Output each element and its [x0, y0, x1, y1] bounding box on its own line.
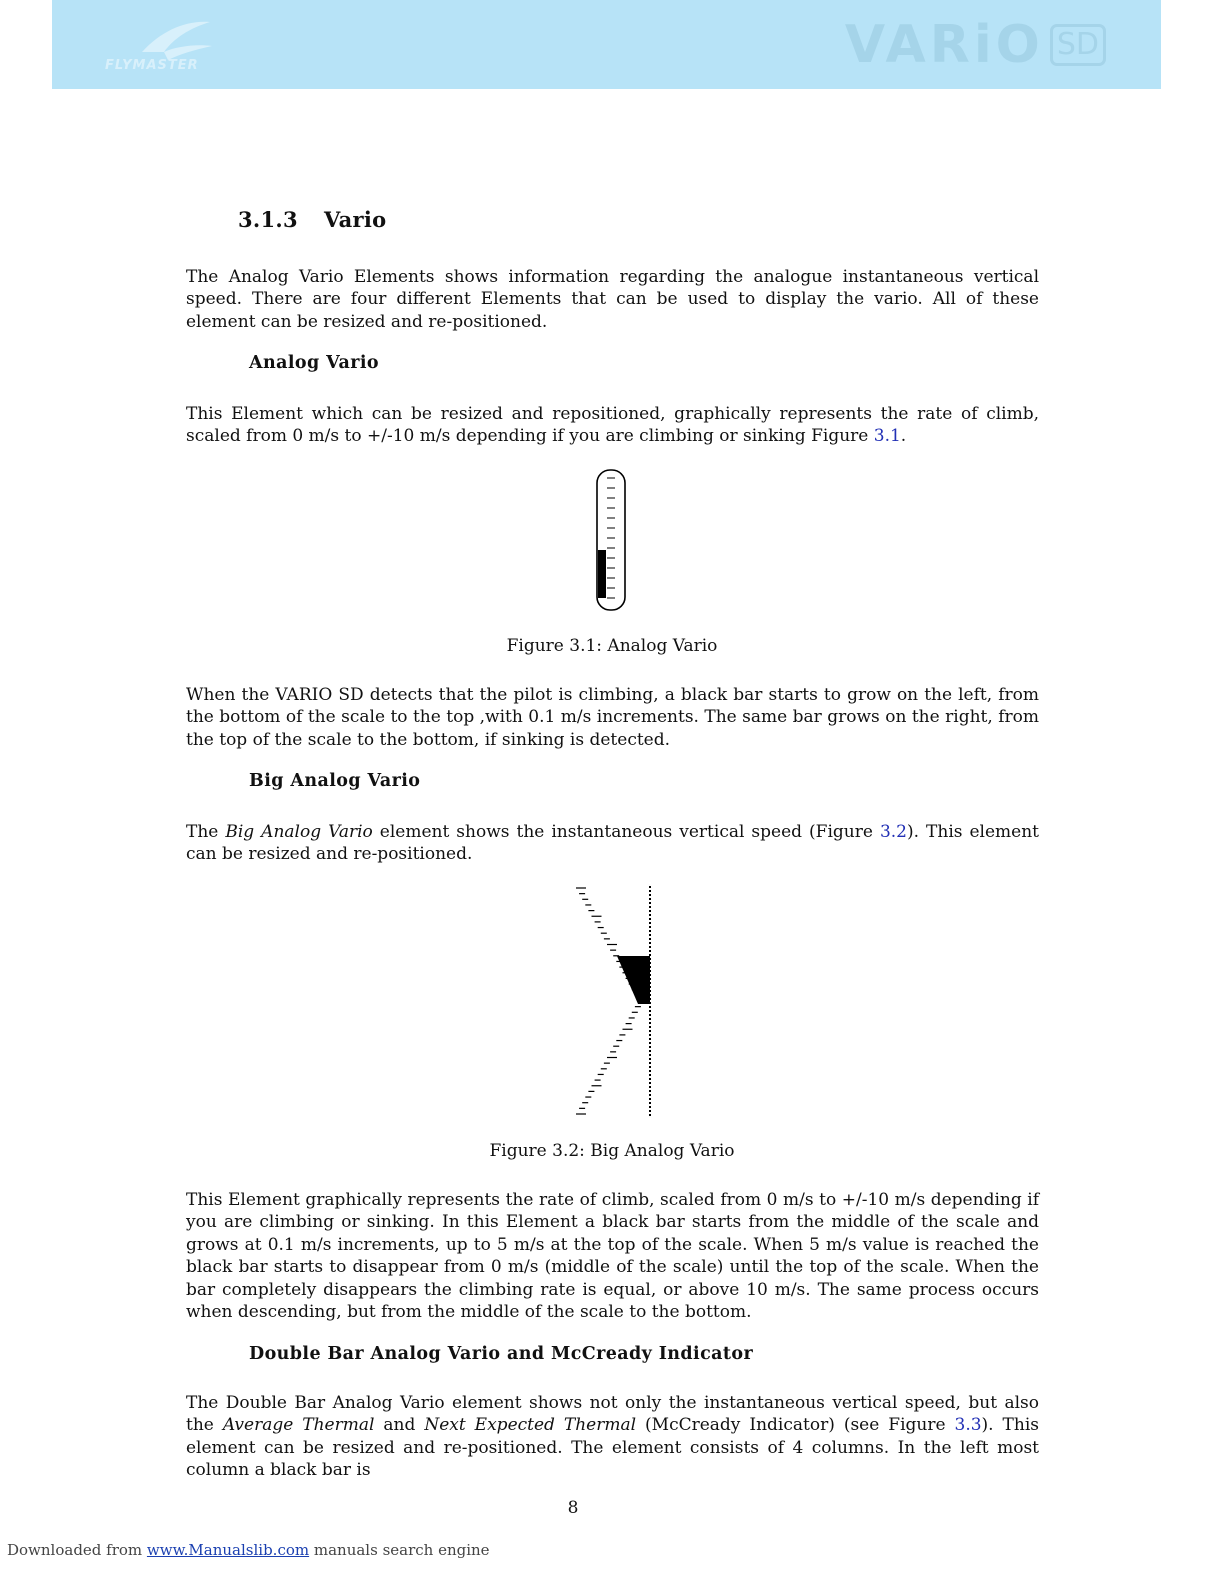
- big-vario-center-dot: [649, 926, 651, 928]
- big-vario-center-dot: [649, 1034, 651, 1036]
- big-vario-center-dot: [649, 898, 651, 900]
- big-vario-center-dot: [649, 1018, 651, 1020]
- big-vario-center-dot: [649, 1090, 651, 1092]
- analog-vario-climb-bar: [598, 550, 606, 598]
- big-vario-center-dot: [649, 938, 651, 940]
- footer: [7, 1541, 490, 1559]
- big-vario-center-dot: [649, 1114, 651, 1116]
- big-vario-center-dot: [649, 946, 651, 948]
- big-vario-center-dot: [649, 1030, 651, 1032]
- big-vario-center-dot: [649, 1058, 651, 1060]
- big-vario-center-dot: [649, 1074, 651, 1076]
- big-vario-center-dot: [649, 1102, 651, 1104]
- big-analog-vario-figure: [568, 884, 658, 1120]
- big-analog-vario-description: This Element graphically represents the rate of climb, scaled from 0 m/s to +/-10 m/s depending if you are climbing or sinking. In this Element a black bar starts from the middle of the scale and grows at 0.1 m/s increments, up to 5 m/s at the top of the scale. When 5 m/s value is reached the black bar starts to disappear from 0 m/s (middle of the scale) until the top of the scale. When the bar completely disappears the climbing rate is equal, or above 10 m/s. The same process occurs when descending, but from the middle of the scale to the bottom.: [186, 1190, 1039, 1323]
- big-vario-text-c: ). This element can be resized and re-positioned.: [186, 822, 1040, 865]
- analog-vario-text-end: .: [900, 426, 907, 447]
- big-vario-center-dot: [649, 1094, 651, 1096]
- figure-3-1-link[interactable]: 3.1: [873, 426, 901, 447]
- figure-3-2-caption: Figure 3.2: Big Analog Vario: [489, 1141, 735, 1161]
- figure-3-2-link[interactable]: 3.2: [879, 822, 907, 842]
- big-vario-center-dot: [649, 914, 651, 916]
- analog-vario-heading: Analog Vario: [249, 353, 379, 373]
- big-vario-center-dot: [649, 1086, 651, 1088]
- big-analog-vario-paragraph: [186, 821, 1039, 866]
- big-vario-text-b: element shows the instantaneous vertical speed (Figure: [372, 822, 880, 842]
- big-vario-center-dot: [649, 886, 651, 888]
- big-vario-center-dot: [649, 1054, 651, 1056]
- product-name: VARiO: [844, 15, 1044, 75]
- big-vario-center-dot: [649, 894, 651, 896]
- big-vario-text-a: The: [186, 822, 226, 842]
- big-vario-center-dot: [649, 1098, 651, 1100]
- analog-vario-paragraph: [186, 403, 1039, 448]
- big-vario-center-dot: [649, 1082, 651, 1084]
- product-suffix: SD: [1050, 24, 1106, 66]
- big-vario-center-dot: [649, 1106, 651, 1108]
- big-vario-center-dot: [649, 1014, 651, 1016]
- double-bar-text-a: The Double Bar Analog Vario element shows not only the instantaneous vertical speed, but also the: [186, 1393, 1039, 1436]
- big-vario-emphasis: Big Analog Vario: [225, 822, 373, 842]
- figure-3-3-link[interactable]: 3.3: [954, 1415, 982, 1436]
- double-bar-paragraph: [186, 1392, 1039, 1482]
- big-vario-climb-bar: [617, 956, 650, 1004]
- intro-paragraph: The Analog Vario Elements shows information regarding the analogue instantaneous vertical speed. There are four different Elements that can be used to display the vario. All of these element can be resized and re-positioned.: [186, 267, 1039, 332]
- big-vario-center-dot: [649, 1038, 651, 1040]
- big-vario-center-dot: [649, 1062, 651, 1064]
- big-analog-vario-heading: Big Analog Vario: [249, 771, 421, 791]
- big-vario-center-dot: [649, 1042, 651, 1044]
- big-vario-center-dot: [649, 918, 651, 920]
- double-bar-text-b: and: [374, 1415, 425, 1436]
- header-banner: [52, 0, 1161, 89]
- big-vario-center-dot: [649, 906, 651, 908]
- big-vario-center-dot: [649, 1026, 651, 1028]
- big-vario-center-dot: [649, 934, 651, 936]
- section-number: 3.1.3: [238, 207, 298, 232]
- big-vario-center-dot: [649, 1070, 651, 1072]
- section-heading: [238, 207, 387, 232]
- brand-name: FLYMASTER: [105, 58, 199, 73]
- big-vario-center-dot: [649, 1046, 651, 1048]
- big-vario-center-dot: [649, 942, 651, 944]
- big-vario-center-dot: [649, 1010, 651, 1012]
- big-vario-center-dot: [649, 950, 651, 952]
- next-expected-thermal-emphasis: Next Expected Thermal: [424, 1415, 637, 1436]
- analog-vario-description: When the VARIO SD detects that the pilot is climbing, a black bar starts to grow on the left, from the bottom of the scale to the top ,with 0.1 m/s increments. The same bar grows on the right, from the top of the scale to the bottom, if sinking is detected.: [186, 685, 1039, 750]
- average-thermal-emphasis: Average Thermal: [222, 1415, 375, 1436]
- big-vario-center-dot: [649, 1078, 651, 1080]
- big-vario-center-dot: [649, 930, 651, 932]
- big-vario-center-dot: [649, 910, 651, 912]
- big-vario-center-dot: [649, 922, 651, 924]
- manualslib-link[interactable]: www.Manualslib.com: [146, 1541, 310, 1559]
- big-vario-center-dot: [649, 902, 651, 904]
- big-vario-center-dot: [649, 1006, 651, 1008]
- double-bar-heading: Double Bar Analog Vario and McCready Indicator: [249, 1344, 754, 1364]
- double-bar-text-c: (McCready Indicator) (see Figure: [636, 1415, 955, 1436]
- page-number: 8: [567, 1498, 579, 1518]
- footer-prefix: Downloaded from: [7, 1541, 147, 1559]
- analog-vario-figure: [595, 468, 627, 612]
- figure-3-1-caption: Figure 3.1: Analog Vario: [506, 636, 718, 656]
- double-bar-text-d: ). This element can be resized and re-positioned. The element consists of 4 columns. In the left most column a black bar is: [186, 1415, 1040, 1481]
- section-title: Vario: [323, 207, 387, 232]
- big-vario-center-dot: [649, 1022, 651, 1024]
- footer-suffix: manuals search engine: [309, 1541, 490, 1559]
- product-logo: [844, 15, 1106, 75]
- big-vario-center-dot: [649, 1066, 651, 1068]
- big-vario-center-dot: [649, 890, 651, 892]
- big-vario-center-dot: [649, 1050, 651, 1052]
- analog-vario-text: This Element which can be resized and repositioned, graphically represents the rate of climb, scaled from 0 m/s to +/-10 m/s depending if you are climbing or sinking Figure: [186, 404, 1039, 447]
- big-vario-center-dot: [649, 954, 651, 956]
- analog-vario-scale: [607, 478, 615, 598]
- big-vario-center-dot: [649, 1110, 651, 1112]
